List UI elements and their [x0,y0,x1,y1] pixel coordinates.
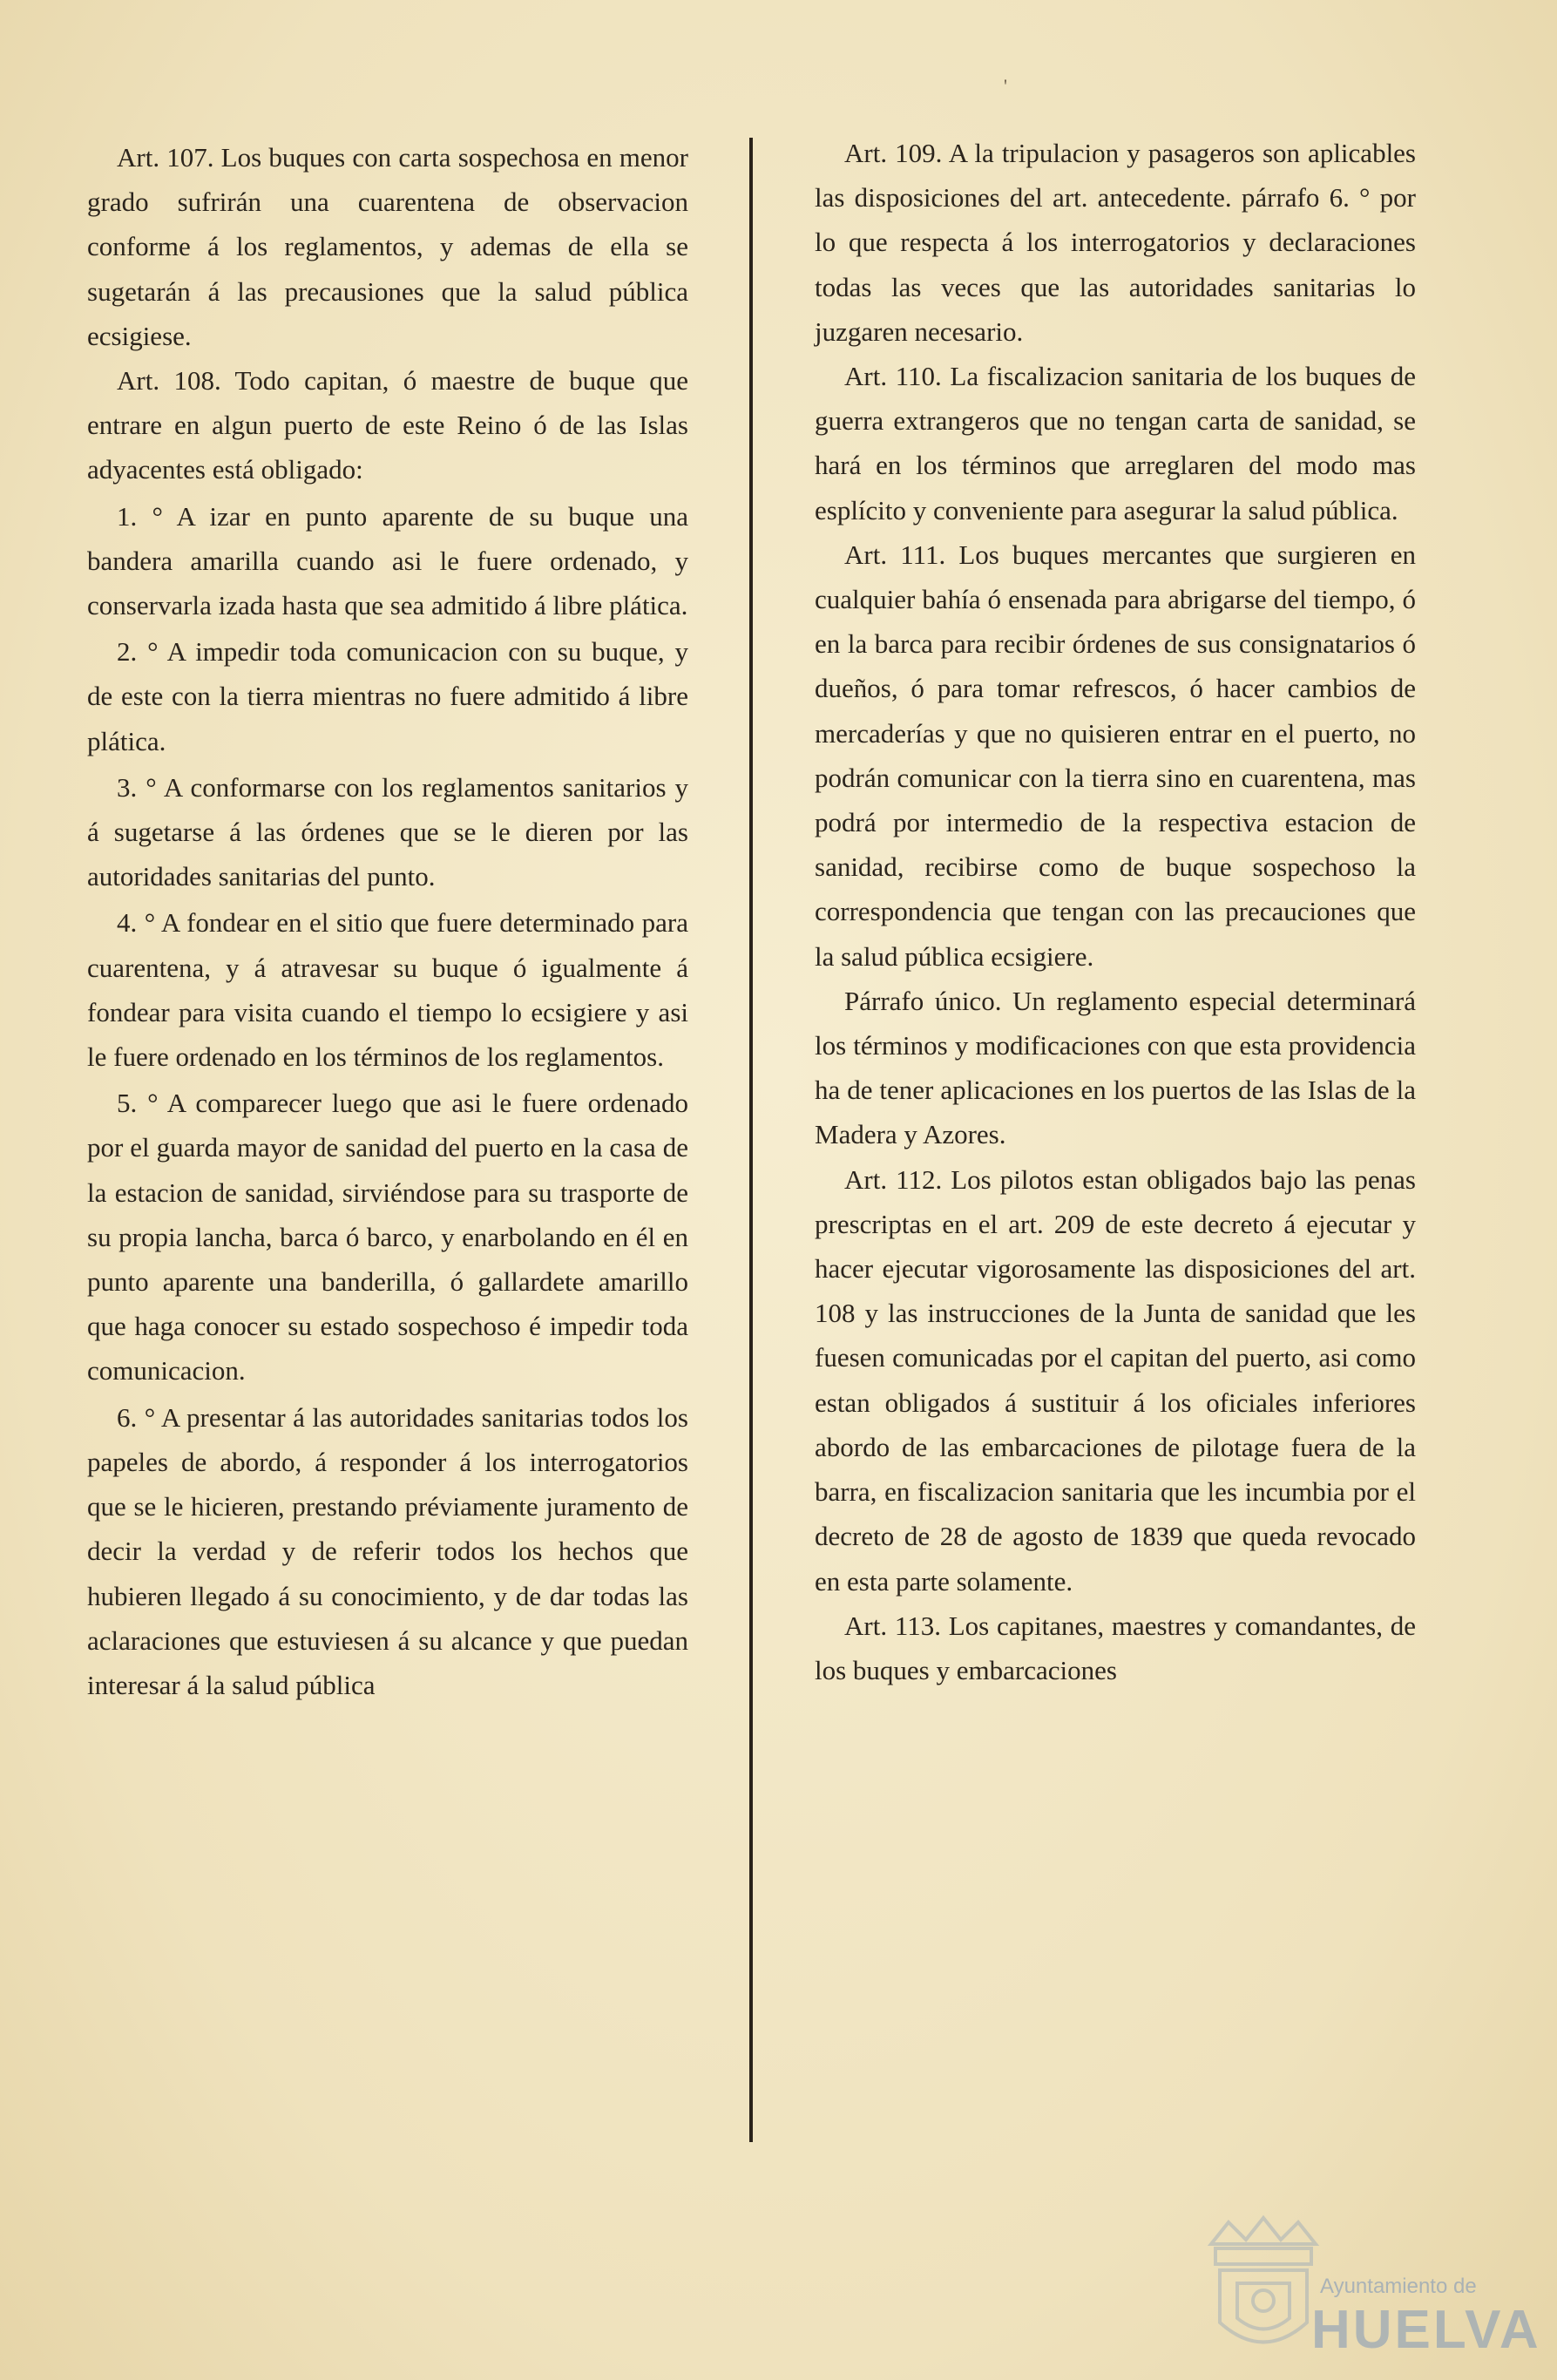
paragraph: 6. ° A presentar á las autoridades sanitarias todos los papeles de abordo, á responder á los interrogatorios que se le hicieren, prestando préviamente juramento de decir la verdad y de referir todos los hechos que hubieren llegado á su conocimiento, y de dar todas las aclaraciones que estuviesen á su alcance y que puedan interesar á la salud pública [87,1401,688,1700]
column-divider [749,138,753,2142]
paragraph: 1. ° A izar en punto aparente de su buque una bandera amarilla cuando asi le fuere ordenado, y conservarla izada hasta que sea admitido á libre plática. [87,500,688,621]
page-mark: ' [1004,75,1007,97]
paragraph: Art. 110. La fiscalizacion sanitaria de los buques de guerra extrangeros que no tengan carta de sanidad, se hará en los términos que arreglaren del modo mas esplícito y conveniente para asegurar la salud pública. [815,361,1416,525]
paragraph: 4. ° A fondear en el sitio que fuere determinado para cuarentena, y á atravesar su buque ó igualmente á fondear para visita cuando el tiempo lo ecsigiere y asi le fuere ordenado en los términos de los reglamentos. [87,907,688,1073]
paragraph: Art. 108. Todo capitan, ó maestre de buque que entrare en algun puerto de este Reino ó de las Islas adyacentes está obligado: [87,365,688,485]
paragraph: 5. ° A comparecer luego que asi le fuere ordenado por el guarda mayor de sanidad del puerto en la casa de la estacion de sanidad, sirviéndose para su trasporte de su propia lancha, barca ó barco, y enarbolando en él en punto aparente una banderilla, ó gallardete amarillo que haga conocer su estado sospechoso é impedir toda comunicacion. [87,1088,688,1387]
left-column [87,135,688,1707]
paragraph: 3. ° A conformarse con los reglamentos sanitarios y á sugetarse á las órdenes que se le dieren por las autoridades sanitarias del punto. [87,771,688,892]
paragraph: Art. 113. Los capitanes, maestres y comandantes, de los buques y embarcaciones [815,1610,1416,1685]
paragraph: Art. 109. A la tripulacion y pasageros son aplicables las disposiciones del art. antecedente. párrafo 6. ° por lo que respecta á los interrogatorios y declaraciones todas las veces que las autoridades sanitarias lo juzgaren necesario. [815,138,1416,347]
watermark-text-large: HUELVA [1311,2300,1541,2360]
paragraph: Art. 112. Los pilotos estan obligados bajo las penas prescriptas en el art. 209 de este decreto á ejecutar y hacer ejecutar vigorosamente las disposiciones del art. 108 y las instrucciones de la Junta de sanidad que les fuesen comunicadas por el capitan del puerto, asi como estan obligados á sustituir á los oficiales inferiores abordo de las embarcaciones de pilotage fuera de la barra, en fiscalizacion sanitaria que les incumbia por el decreto de 28 de agosto de 1839 que queda revocado en esta parte solamente. [815,1163,1416,1597]
paragraph: Párrafo único. Un reglamento especial determinará los términos y modificaciones con que esta providencia ha de tener aplicaciones en los puertos de las Islas de la Madera y Azores. [815,985,1416,1150]
watermark-text-small: Ayuntamiento de [1320,2275,1477,2298]
right-column [815,131,1416,1692]
paragraph: Art. 107. Los buques con carta sospechosa en menor grado sufrirán una cuarentena de observacion conforme á los reglamentos, y ademas de ella se sugetarán á las precausiones que la salud pública ecsigiese. [87,142,688,351]
paragraph: 2. ° A impedir toda comunicacion con su buque, y de este con la tierra mientras no fuere admitido á libre plática. [87,636,688,756]
paragraph: Art. 111. Los buques mercantes que surgieren en cualquier bahía ó ensenada para abrigarse del tiempo, ó en la barca para recibir órdenes de sus consignatarios ó dueños, ó para tomar refrescos, ó hacer cambios de mercaderías y que no quisieren entrar en el puerto, no podrán comunicar con la tierra sino en cuarentena, mas podrá por intermedio de la respectiva estacion de sanidad, recibirse como de buque sospechoso la correspondencia que tengan con las precauciones que la salud pública ecsigiere. [815,539,1416,972]
